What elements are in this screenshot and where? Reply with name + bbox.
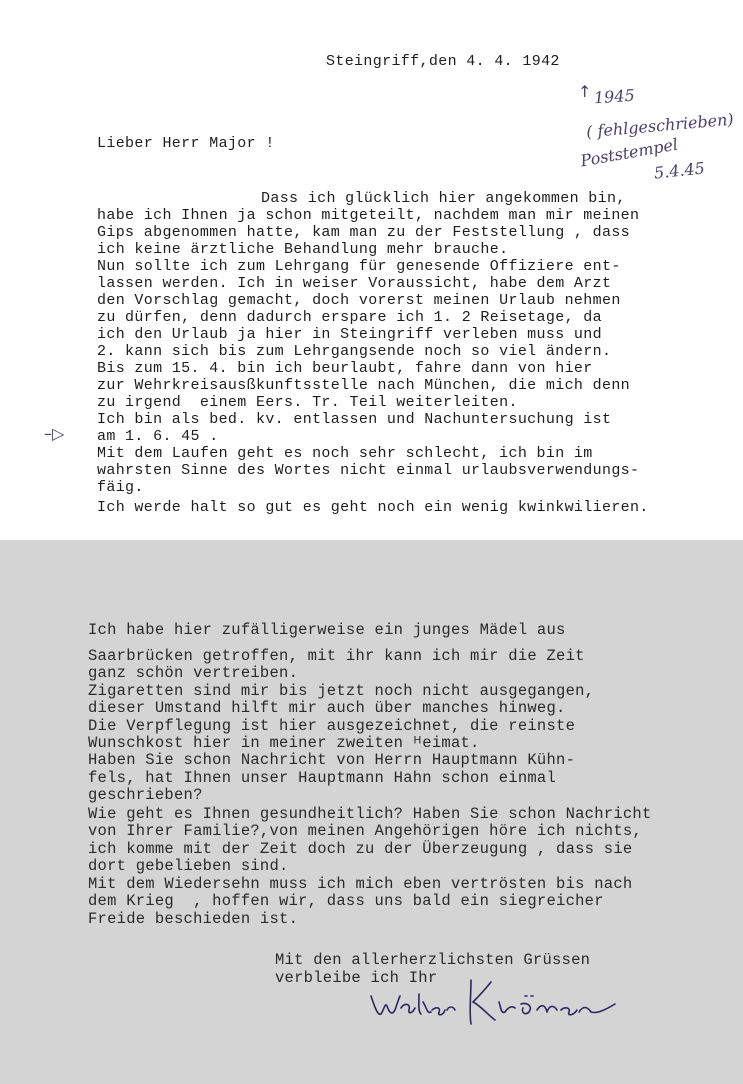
handwritten-signature	[365, 972, 685, 1042]
body-line: Zigaretten sind mir bis jetzt noch nicht ausgegangen,	[88, 682, 595, 700]
body-line: dort gebelieben sind.	[88, 857, 289, 875]
body-line: wahrsten Sinne des Wortes nicht einmal urlaubsverwendungs-	[97, 462, 640, 479]
body-line: fäig.	[97, 479, 144, 496]
body-line: Ich werde halt so gut es geht noch ein wenig kwinkwilieren.	[97, 499, 649, 516]
body-line: Bis zum 15. 4. bin ich beurlaubt, fahre dann von hier	[97, 360, 593, 377]
body-line: lassen werden. Ich in weiser Voraussicht, habe dem Arzt	[97, 275, 612, 292]
body-line: dieser Umstand hilft mir auch über manches hinweg.	[88, 699, 566, 717]
body-line: Haben Sie schon Nachricht von Herrn Hauptmann Kühn-	[88, 751, 576, 769]
body-line: Freide beschieden ist.	[88, 910, 299, 928]
annotation-postmark-date: 5.4.45	[653, 158, 706, 183]
body-line: am 1. 6. 45 .	[97, 428, 219, 445]
body-line: von Ihrer Familie?,von meinen Angehörigen höre ich nichts,	[88, 822, 642, 840]
body-line: Wie geht es Ihnen gesundheitlich? Haben Sie schon Nachricht	[88, 805, 652, 823]
closing-greeting: Mit den allerherzlichsten Grüssen	[275, 951, 591, 969]
body-line: 2. kann sich bis zum Lehrgangsende noch so viel ändern.	[97, 343, 612, 360]
body-line: dem Krieg , hoffen wir, dass uns bald ein siegreicher	[88, 892, 604, 910]
body-line: geschrieben?	[88, 786, 203, 804]
body-line: Dass ich glücklich hier angekommen bin,	[261, 190, 626, 207]
body-line: fels, hat Ihnen unser Hauptmann Hahn schon einmal	[88, 769, 557, 787]
body-line: zu irgend einem Eers. Tr. Teil weiterleiten.	[97, 394, 518, 411]
annotation-postmark: Poststempel	[579, 134, 680, 171]
body-line: Ich habe hier zufälligerweise ein junges Mädel aus	[88, 621, 566, 639]
body-line: ich den Urlaub ja hier in Steingriff verleben muss und	[97, 326, 602, 343]
body-line: Nun sollte ich zum Lehrgang für genesende Offiziere ent-	[97, 258, 621, 275]
body-line: Die Verpflegung ist hier ausgezeichnet, die reinste	[88, 717, 576, 735]
annotation-year: 1945	[593, 85, 636, 108]
body-line: ich keine ärztliche Behandlung mehr brauche.	[97, 241, 509, 258]
body-line: habe ich Ihnen ja schon mitgeteilt, nachdem man mir meinen	[97, 207, 640, 224]
body-line: Gips abgenommen hatte, kam man zu der Feststellung , dass	[97, 224, 631, 241]
body-line: zu dürfen, denn dadurch erspare ich 1. 2 Reisetage, da	[97, 309, 602, 326]
body-line: Mit dem Laufen geht es noch sehr schlecht, ich bin im	[97, 445, 593, 462]
arrow-right-icon: –▷	[44, 424, 65, 443]
annotation-note: ( fehlgeschrieben)	[585, 109, 735, 142]
body-line: den Vorschlag gemacht, doch vorerst meinen Urlaub nehmen	[97, 292, 621, 309]
body-line: Mit dem Wiedersehn muss ich mich eben vertrösten bis nach	[88, 875, 633, 893]
body-line: ich komme mit der Zeit doch zu der Überzeugung , dass sie	[88, 840, 633, 858]
body-line: Wunschkost hier in meiner zweiten ᴴeimat.	[88, 734, 480, 752]
closing-sign-off: verbleibe ich Ihr	[275, 969, 438, 987]
body-line: Ich bin als bed. kv. entlassen und Nachuntersuchung ist	[97, 411, 612, 428]
date-line: Steingriff,den 4. 4. 1942	[326, 53, 560, 70]
body-line: ganz schön vertreiben.	[88, 664, 299, 682]
body-line: zur Wehrkreisausßkunftsstelle nach München, die mich denn	[97, 377, 631, 394]
body-line: Saarbrücken getroffen, mit ihr kann ich mir die Zeit	[88, 647, 585, 665]
arrow-up-icon: ↑	[578, 82, 592, 101]
salutation: Lieber Herr Major !	[97, 135, 275, 152]
